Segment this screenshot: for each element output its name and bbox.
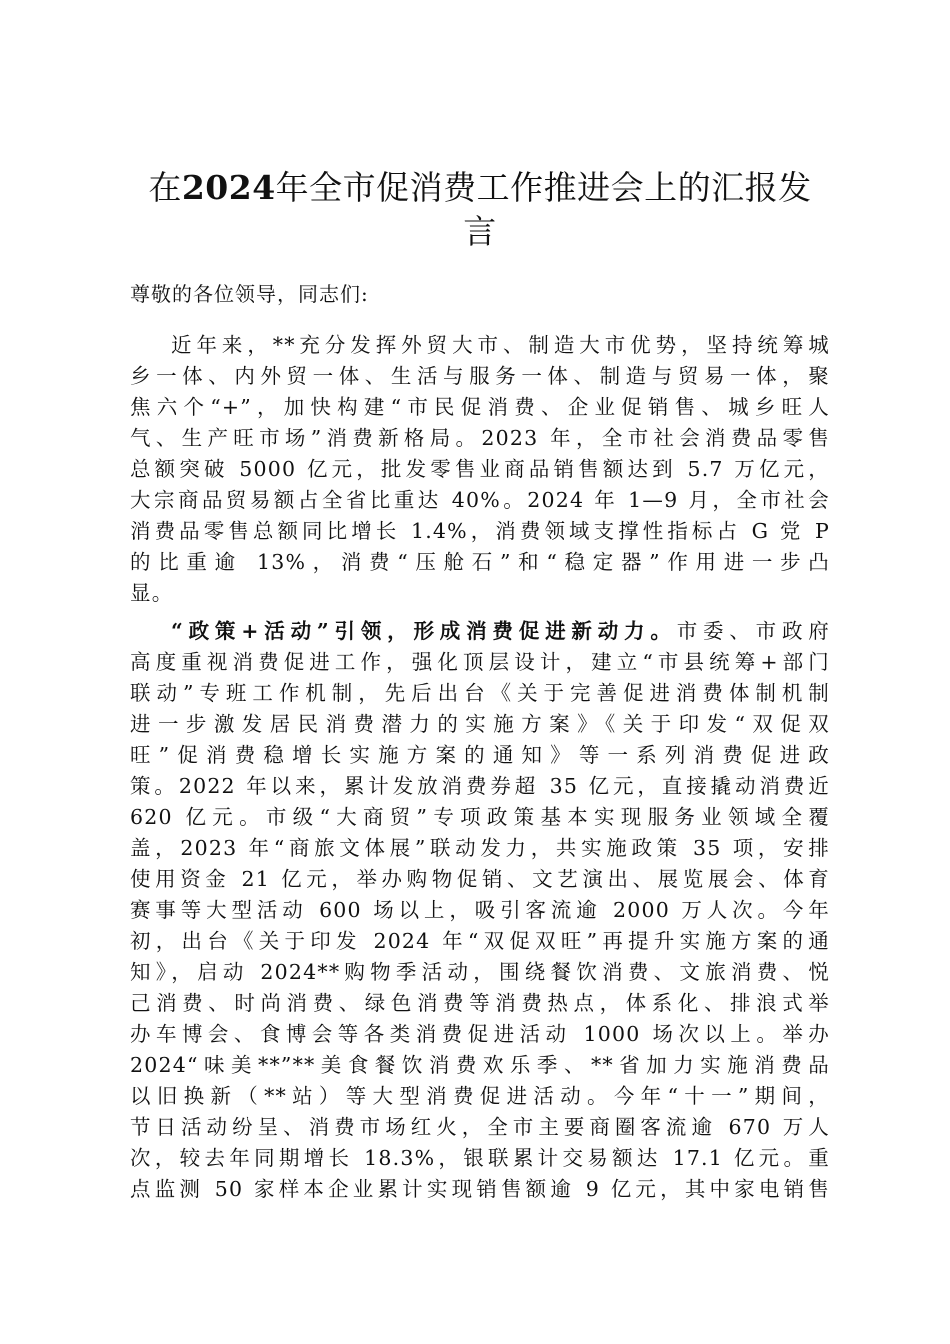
paragraph-line: 办车博会、食博会等各类消费促进活动 1000 场次以上。举办 <box>130 1022 830 1046</box>
title-prefix: 在 <box>148 168 182 207</box>
paragraph-line: 次，较去年同期增长 18.3%，银联累计交易额达 17.1 亿元。重 <box>130 1146 830 1170</box>
paragraph-line: 气、生产旺市场”消费新格局。2023 年，全市社会消费品零售 <box>130 426 830 450</box>
paragraph-line: 大宗商品贸易额占全省比重达 40%。2024 年 1—9 月，全市社会 <box>130 488 830 512</box>
paragraph-line: 以旧换新（**站）等大型消费促进活动。今年“十一”期间， <box>130 1084 830 1108</box>
paragraph-lead-rest: 市委、市政府 <box>676 619 830 643</box>
paragraph-line: 消费品零售总额同比增长 1.4%，消费领域支撑性指标占 G 党 P <box>130 519 830 543</box>
paragraph-line: 2024“味美**”**美食餐饮消费欢乐季、**省加力实施消费品 <box>130 1053 830 1077</box>
title-rest: 年全市促消费工作推进会上的汇报发 <box>275 168 812 207</box>
paragraph-line <box>130 616 830 647</box>
paragraph-line: 赛事等大型活动 600 场以上，吸引客流逾 2000 万人次。今年 <box>130 898 830 922</box>
paragraph-line: 近年来，**充分发挥外贸大市、制造大市优势，坚持统筹城 <box>171 333 830 357</box>
paragraph-policy <box>130 616 830 1205</box>
title-year: 2024 <box>181 168 276 207</box>
paragraph-line: 旺”促消费稳增长实施方案的通知》等一系列消费促进政 <box>130 743 830 767</box>
paragraph-lead-heading: “政策+活动”引领，形成消费促进新动力。 <box>171 619 677 643</box>
paragraph-line: 知》，启动 2024**购物季活动，围绕餐饮消费、文旅消费、悦 <box>130 960 830 984</box>
paragraph-line: 显。 <box>130 581 174 605</box>
document-title <box>130 166 830 254</box>
paragraph-line: 使用资金 21 亿元，举办购物促销、文艺演出、展览展会、体育 <box>130 867 830 891</box>
paragraph-line: 焦六个“+”，加快构建“市民促消费、企业促销售、城乡旺人 <box>130 395 830 419</box>
paragraph-line: 初，出台《关于印发 2024 年“双促双旺”再提升实施方案的通 <box>130 929 830 953</box>
paragraph-line: 的比重逾 13%，消费“压舱石”和“稳定器”作用进一步凸 <box>130 550 830 574</box>
paragraph-line: 乡一体、内外贸一体、生活与服务一体、制造与贸易一体，聚 <box>130 364 830 388</box>
paragraph-line: 总额突破 5000 亿元，批发零售业商品销售额达到 5.7 万亿元， <box>130 457 830 481</box>
paragraph-line: 高度重视消费促进工作，强化顶层设计，建立“市县统筹+部门 <box>130 650 830 674</box>
paragraph-line: 点监测 50 家样本企业累计实现销售额逾 9 亿元，其中家电销售 <box>130 1177 830 1201</box>
paragraph-line: 进一步激发居民消费潜力的实施方案》《关于印发“双促双 <box>130 712 830 736</box>
paragraph-line: 620 亿元。市级“大商贸”专项政策基本实现服务业领域全覆 <box>130 805 830 829</box>
paragraph-line: 己消费、时尚消费、绿色消费等消费热点，体系化、排浪式举 <box>130 991 830 1015</box>
paragraph-line: 节日活动纷呈、消费市场红火，全市主要商圈客流逾 670 万人 <box>130 1115 830 1139</box>
paragraph-line: 联动”专班工作机制，先后出台《关于完善促进消费体制机制 <box>130 681 830 705</box>
paragraph-line: 盖，2023 年“商旅文体展”联动发力，共实施政策 35 项，安排 <box>130 836 830 860</box>
title-line-2: 言 <box>463 212 497 251</box>
salutation: 尊敬的各位领导，同志们: <box>130 282 369 306</box>
paragraph-intro <box>130 330 830 609</box>
paragraph-line: 策。2022 年以来，累计发放消费券超 35 亿元，直接撬动消费近 <box>130 774 830 798</box>
